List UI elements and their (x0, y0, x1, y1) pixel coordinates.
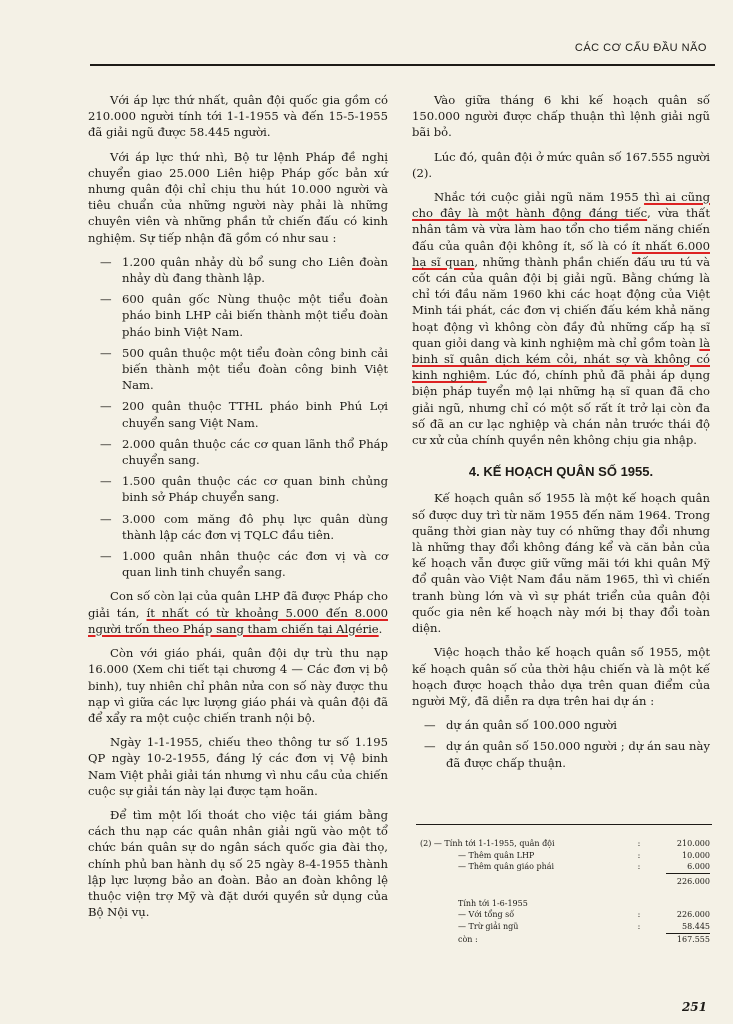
underlined-text: thì ai cũng cho đây là một hành động đáng tiếc (412, 190, 710, 221)
list-item: — 200 quân thuộc TTHL pháo binh Phú Lợi chuyển sang Việt Nam. (88, 398, 388, 430)
list-item: — 1.200 quân nhảy dù bổ sung cho Liên đoàn nhảy dù đang thành lập. (88, 254, 388, 286)
footnote-row (420, 909, 710, 921)
paragraph: Ngày 1-1-1955, chiếu theo thông tư số 1.195 QP ngày 10-2-1955, đáng lý các đơn vị Vệ binh Nam Việt phải giải tán nhưng vì nhu cầu của chiến cuộc sự giải tán này lại được tạm hoãn. (88, 735, 388, 798)
list-item: — 1.500 quân thuộc các cơ quan binh chủng binh sở Pháp chuyển sang. (88, 473, 388, 505)
footnote-label: còn : (458, 934, 478, 944)
right-column (412, 92, 710, 779)
text: . (378, 621, 383, 636)
list-item: — 3.000 com măng đô phụ lực quân dùng thành lập các đơn vị TQLC đầu tiên. (88, 511, 388, 543)
left-column (88, 92, 388, 928)
footnote-label: — Thêm quân giáo phái (458, 862, 555, 872)
footnote-row (420, 850, 710, 862)
paragraph: Còn với giáo phái, quân đội dự trù thu nạp 16.000 (Xem chi tiết tại chương 4 — Các đơn vị bộ binh), tuy nhiên chỉ phân nửa con số này được thu nạp vì giữa các lực lượng giáo phái và quân đội đã để xẩy ra một cuộc chiến tranh nội bộ. (88, 646, 388, 725)
paragraph: Kế hoạch quân số 1955 là một kế hoạch quân số được duy trì từ năm 1955 đến năm 1964. Trong quãng thời gian này tuy có những thay đổi nhưng là những thay đổi không đáng kể và căn bản của kế hoạch vẫn được giữ vững mãi tới khi quân Mỹ đổ quân vào Việt Nam đầu năm 1965, thì vì chiến tranh bùng lớn và vì sự phát triển của quân đội quốc gia nên kế hoạch này mới bị thay đổi toàn diện. (412, 491, 710, 636)
footnote-row (420, 934, 710, 946)
running-header: CÁC CƠ CẤU ĐẦU NÃO (574, 42, 707, 54)
footnote-row (420, 838, 710, 850)
section-heading: 4. KẾ HOẠCH QUÂN SỐ 1955. (468, 464, 654, 480)
footnote-colon: : (637, 850, 641, 860)
footnote-colon: : (637, 862, 641, 872)
footnote-value: 6.000 (687, 862, 710, 872)
text: Nhắc tới cuộc giải ngũ năm 1955 (434, 190, 645, 205)
footnote-value: 210.000 (676, 839, 710, 848)
text: Con số còn lại của quân LHP đã được Pháp cho giải tán, (88, 589, 388, 620)
footnote-label: — Trừ giải ngũ (458, 921, 519, 931)
footnote-value: 226.000 (676, 910, 710, 920)
project-list (412, 717, 710, 771)
footnote-value: 10.000 (682, 850, 710, 860)
footnote-label: — Thêm quân LHP (458, 850, 535, 860)
list-item: — 600 quân gốc Nùng thuộc một tiểu đoàn pháo binh LHP cải biến thành một tiểu đoàn pháo binh Việt Nam. (88, 291, 388, 340)
underlined-text: ít nhất 6.000 hạ sĩ quan (412, 238, 710, 269)
transfer-list (88, 254, 388, 581)
footnote-value: 58.445 (682, 921, 710, 931)
paragraph: Để tìm một lối thoát cho việc tái giám bằng cách thu nạp các quân nhân giải ngũ vào một tổ chức bán quân sự do ngân sách quốc gia đài thọ, chính phủ ban hành dụ số 25 ngày 8-4-1955 thành lập lực lượng bảo an đoàn. Bảo an đoàn không lệ thuộc viện trợ Mỹ và đặt dưới quyền sử dụng của Bộ Nội vụ. (88, 807, 388, 920)
footnote-label: Tính tới 1-6-1955 (458, 898, 528, 908)
footnote-value: 167.555 (676, 934, 710, 944)
paragraph: Việc hoạch thảo kế hoạch quân số 1955, một kế hoạch quân số của thời hậu chiến và là một kế hoạch được hoạch thảo dựa trên quan điểm của người Mỹ, đã diễn ra dựa trên hai dự án : (412, 645, 710, 708)
paragraph: Vào giữa tháng 6 khi kế hoạch quân số 150.000 người được chấp thuận thì lệnh giải ngũ bãi bỏ. (412, 93, 710, 140)
underlined-text: là binh sĩ quân dịch kém cỏi, nhát sợ và không có kinh nghiệm (412, 335, 710, 383)
footnote-rule (416, 824, 712, 825)
list-item: — 2.000 quân thuộc các cơ quan lãnh thổ Pháp chuyển sang. (88, 436, 388, 468)
footnote-colon: : (637, 839, 641, 848)
list-item: — 500 quân thuộc một tiểu đoàn công binh cải biến thành một tiểu đoàn công binh Việt Nam. (88, 345, 388, 394)
paragraph (88, 588, 388, 637)
footnote-subtotal-row (420, 874, 710, 888)
page-number: 251 (681, 1000, 707, 1014)
list-item: — 1.000 quân nhân thuộc các đơn vị và cơ quan linh tinh chuyển sang. (88, 548, 388, 580)
footnote-label: (2) — Tính tới 1-1-1955, quân đội (420, 839, 555, 848)
footnote-row (420, 898, 710, 910)
paragraph: Lúc đó, quân đội ở mức quân số 167.555 người (2). (412, 149, 710, 180)
footnote-colon: : (637, 910, 641, 920)
footnote-row (420, 861, 710, 873)
list-item: — dự án quân số 100.000 người (412, 717, 710, 733)
underlined-text: ít nhất có từ khoảng 5.000 đến 8.000 người trốn theo Pháp sang tham chiến tại Algérie (88, 605, 388, 636)
footnote-colon: : (637, 921, 641, 931)
header-rule (90, 64, 715, 66)
paragraph: Với áp lực thứ nhì, Bộ tư lệnh Pháp đề nghị chuyển giao 25.000 Liên hiệp Pháp gốc bản xứ nhưng quân đội chỉ chịu thu hút 10.000 người và tiêu chuẩn của những người này phải là những chuyên viên và những phần tử chiến đấu có kinh nghiệm. Sự tiếp nhận đã gồm có như sau : (88, 149, 388, 245)
text: , vừa thất nhân tâm và vừa làm hao tổn cho tiềm năng chiến đấu của quân đội không ít, số là có (412, 206, 710, 253)
footnote-row (420, 921, 710, 933)
text: . Lúc đó, chính phủ đã phải áp dụng biện pháp tuyển mộ lại những hạ sĩ quan đã cho giải ngũ, nhưng chỉ có một số rất ít trở lại còn đa số đã an cư lạc nghiệp và chán nản trước thái độ cư xử của chính quyền nên không chịu gia nhập. (412, 368, 710, 448)
paragraph: Với áp lực thứ nhất, quân đội quốc gia gồm có 210.000 người tính tới 1-1-1955 và đến 15-5-1955 đã giải ngũ được 58.445 người. (88, 93, 388, 140)
footnote-label: — Với tổng số (458, 910, 515, 920)
list-item: — dự án quân số 150.000 người ; dự án sau này đã được chấp thuận. (412, 738, 710, 770)
footnote-subtotal: 226.000 (676, 877, 710, 887)
paragraph (412, 189, 710, 448)
text: , những thành phần chiến đấu ưu tú và cốt cán của quân đội bị giải ngũ. Bằng chứng là chỉ tới đầu năm 1960 khi các hoạt động của Việt Minh tái phát, các đơn vị chiến đấu kém khả năng hoạt động vì không còn đầy đủ những cấp hạ sĩ quan giỏi dang và kinh nghiệm mà chỉ gồm toàn (412, 254, 710, 350)
footnote (420, 838, 710, 945)
